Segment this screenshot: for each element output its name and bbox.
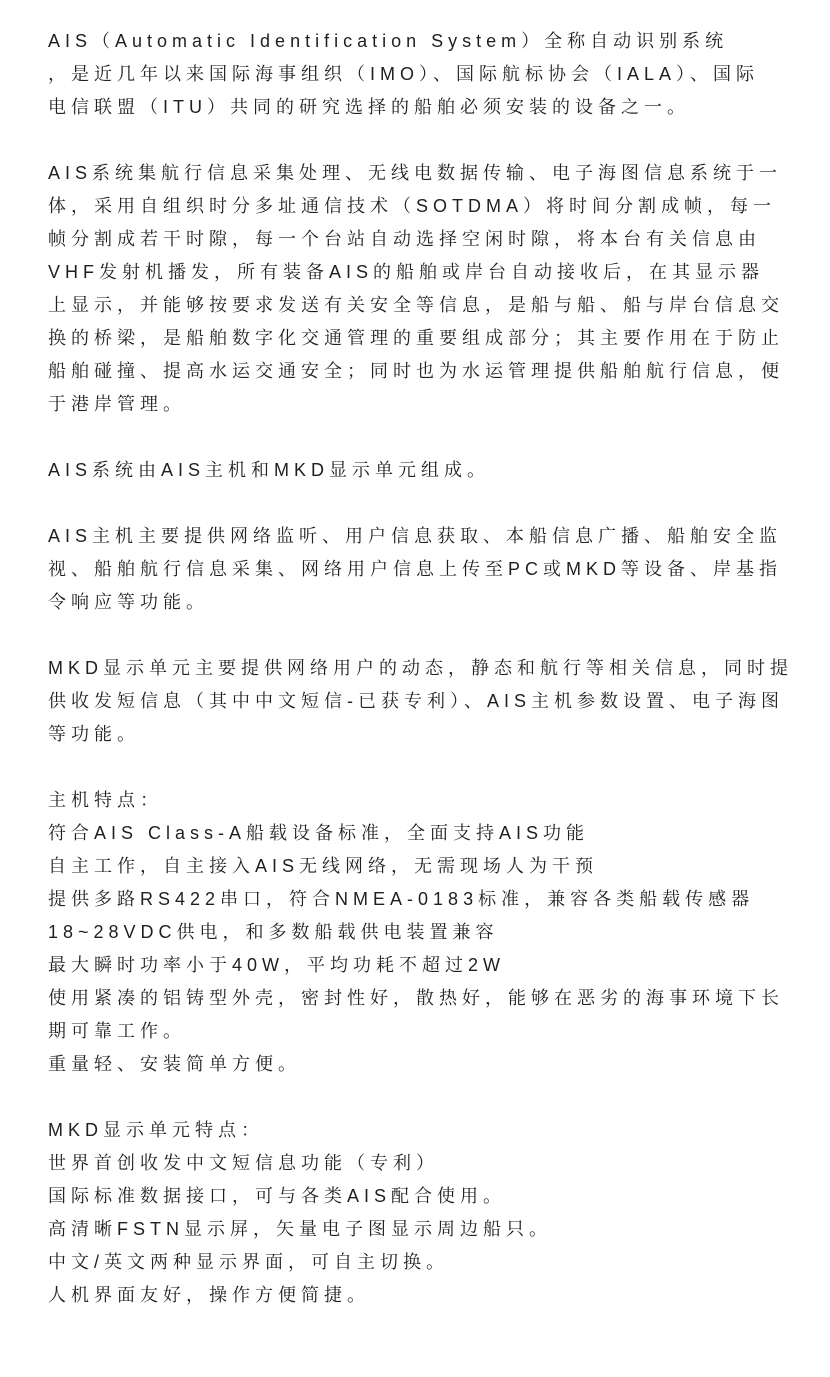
text-line: AIS系统由AIS主机和MKD显示单元组成。 — [48, 460, 491, 480]
text-line: 自主工作，自主接入AIS无线网络，无需现场人为干预 — [48, 856, 599, 876]
text-line: MKD显示单元主要提供网络用户的动态，静态和航行等相关信息，同时提 — [48, 658, 793, 678]
paragraph-mkd-features — [48, 1114, 820, 1312]
text-line: AIS系统集航行信息采集处理、无线电数据传输、电子海图信息系统于一 — [48, 163, 783, 183]
text-line: ，是近几年以来国际海事组织（IMO）、国际航标协会（IALA）、国际 — [48, 64, 760, 84]
text-line: 重量轻、安装简单方便。 — [48, 1054, 301, 1074]
text-line: 电信联盟（ITU）共同的研究选择的船舶必须安装的设备之一。 — [48, 97, 690, 117]
text-line: 18~28VDC供电，和多数船载供电装置兼容 — [48, 922, 499, 942]
text-line: VHF发射机播发，所有装备AIS的船舶或岸台自动接收后，在其显示器 — [48, 262, 765, 282]
text-line: 供收发短信息（其中中文短信-已获专利）、AIS主机参数设置、电子海图 — [48, 691, 785, 711]
paragraph-ais-system-overview — [48, 157, 820, 421]
text-line: 世界首创收发中文短信息功能（专利） — [48, 1153, 439, 1173]
text-line: 国际标准数据接口，可与各类AIS配合使用。 — [48, 1186, 507, 1206]
text-line: AIS（Automatic Identification System）全称自动识别系统 — [48, 31, 729, 51]
paragraph-ais-intro — [48, 25, 820, 124]
text-line: 帧分割成若干时隙，每一个台站自动选择空闲时隙，将本台有关信息由 — [48, 229, 761, 249]
paragraph-host-features — [48, 784, 820, 1081]
text-line: 期可靠工作。 — [48, 1021, 186, 1041]
text-line: 等功能。 — [48, 724, 140, 744]
text-line: 符合AIS Class-A船载设备标准，全面支持AIS功能 — [48, 823, 590, 843]
text-line: 换的桥梁，是船舶数字化交通管理的重要组成部分；其主要作用在于防止 — [48, 328, 784, 348]
text-line: 人机界面友好，操作方便简捷。 — [48, 1285, 370, 1305]
text-line: 令响应等功能。 — [48, 592, 209, 612]
paragraph-mkd-functions — [48, 652, 820, 751]
text-line: 使用紧凑的铝铸型外壳，密封性好，散热好，能够在恶劣的海事环境下长 — [48, 988, 784, 1008]
paragraph-host-functions — [48, 520, 820, 619]
paragraph-ais-composition — [48, 454, 820, 487]
text-line: 于港岸管理。 — [48, 394, 186, 414]
text-line: 体，采用自组织时分多址通信技术（SOTDMA）将时间分割成帧，每一 — [48, 196, 776, 216]
text-line: 最大瞬时功率小于40W，平均功耗不超过2W — [48, 955, 506, 975]
text-line: 提供多路RS422串口，符合NMEA-0183标准，兼容各类船载传感器 — [48, 889, 755, 909]
text-line: 上显示，并能够按要求发送有关安全等信息，是船与船、船与岸台信息交 — [48, 295, 784, 315]
text-line: MKD显示单元特点： — [48, 1120, 264, 1140]
text-line: AIS主机主要提供网络监听、用户信息获取、本船信息广播、船舶安全监 — [48, 526, 783, 546]
text-line: 中文/英文两种显示界面，可自主切换。 — [48, 1252, 449, 1272]
text-line: 主机特点： — [48, 790, 163, 810]
text-line: 视、船舶航行信息采集、网络用户信息上传至PC或MKD等设备、岸基指 — [48, 559, 783, 579]
text-line: 船舶碰撞、提高水运交通安全；同时也为水运管理提供船舶航行信息，便 — [48, 361, 784, 381]
text-line: 高清晰FSTN显示屏，矢量电子图显示周边船只。 — [48, 1219, 552, 1239]
